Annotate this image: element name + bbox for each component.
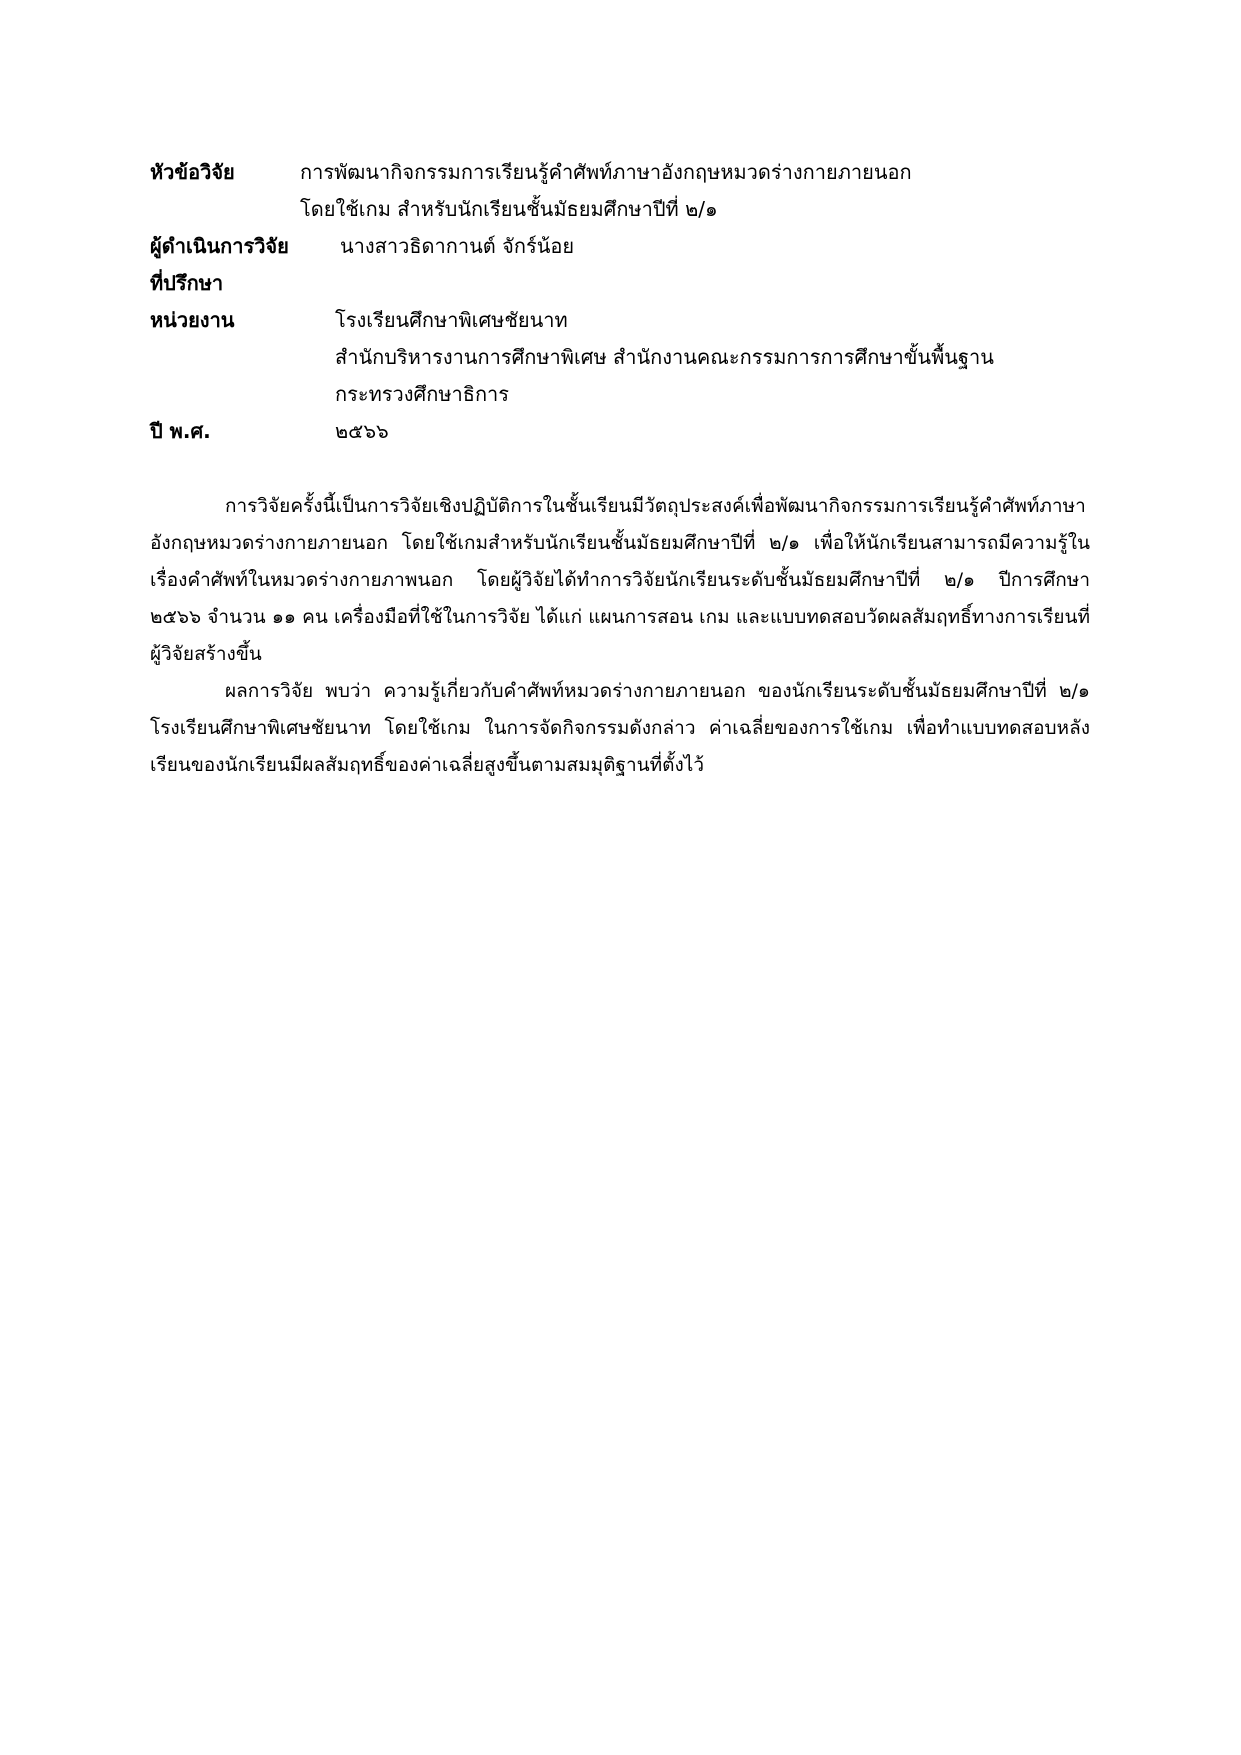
researcher-label: ผู้ดำเนินการวิจัย xyxy=(150,234,289,258)
agency-line1: โรงเรียนศึกษาพิเศษชัยนาท xyxy=(335,308,568,332)
research-title-label: หัวข้อวิจัย xyxy=(150,160,235,184)
abstract-paragraph-1: การวิจัยครั้งนี้เป็นการวิจัยเชิงปฏิบัติการในชั้นเรียนมีวัตถุประสงค์เพื่อพัฒนากิจกรรมการเรียนรู้คำศัพท์ภาษาอังกฤษหมวดร่างกายภายนอก โดยใช้เกมสำหรับนักเรียนชั้นมัธยมศึกษาปีที่ ๒/๑ เพื่อให้นักเรียนสามารถมีความรู้ในเรื่องคำศัพท์ในหมวดร่างกายภาพนอก โดยผู้วิจัยได้ทำการวิจัยนักเรียนระดับชั้นมัธยมศึกษาปีที่ ๒/๑ ปีการศึกษา ๒๕๖๖ จำนวน ๑๑ คน เครื่องมือที่ใช้ในการวิจัย ได้แก่ แผนการสอน เกม และแบบทดสอบวัดผลสัมฤทธิ์ทางการเรียนที่ผู้วิจัยสร้างขึ้น xyxy=(150,495,1090,665)
research-title-line2: โดยใช้เกม สำหรับนักเรียนชั้นมัธยมศึกษาปีที่ ๒/๑ xyxy=(300,197,718,221)
year-label: ปี พ.ศ. xyxy=(150,419,211,443)
research-title-line1: การพัฒนากิจกรรมการเรียนรู้คำศัพท์ภาษาอังกฤษหมวดร่างกายภายนอก xyxy=(300,160,912,184)
advisor-label: ที่ปรึกษา xyxy=(150,271,224,295)
agency-label: หน่วยงาน xyxy=(150,308,235,332)
researcher-name: นางสาวธิดากานต์ จักร์น้อย xyxy=(340,234,575,258)
agency-line2: สำนักบริหารงานการศึกษาพิเศษ สำนักงานคณะกรรมการการศึกษาขั้นพื้นฐาน xyxy=(335,345,994,369)
year-value: ๒๕๖๖ xyxy=(335,419,389,443)
abstract-body xyxy=(150,488,1090,784)
agency-line3: กระทรวงศึกษาธิการ xyxy=(335,382,510,406)
abstract-paragraph-2: ผลการวิจัย พบว่า ความรู้เกี่ยวกับคำศัพท์หมวดร่างกายภายนอก ของนักเรียนระดับชั้นมัธยมศึกษาปีที่ ๒/๑ โรงเรียนศึกษาพิเศษชัยนาท โดยใช้เกม ในการจัดกิจกรรมดังกล่าว ค่าเฉลี่ยของการใช้เกม เพื่อทำแบบทดสอบหลังเรียนของนักเรียนมีผลสัมฤทธิ์ของค่าเฉลี่ยสูงขึ้นตามสมมุติฐานที่ตั้งไว้ xyxy=(150,680,1090,776)
